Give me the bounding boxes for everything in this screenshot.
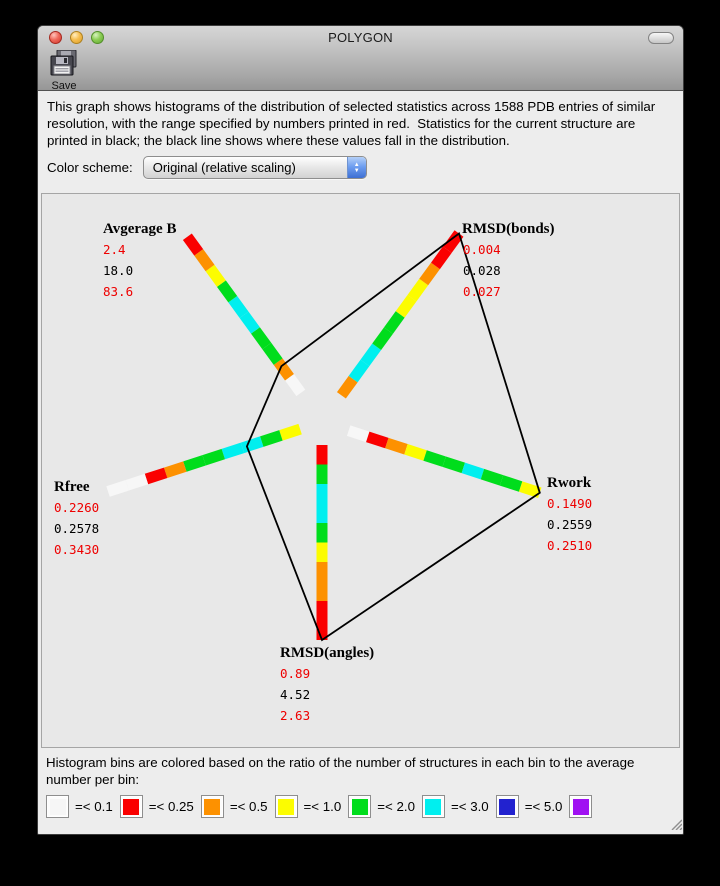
axis-rwork-high-value: 0.2510 bbox=[547, 538, 593, 553]
window-header bbox=[38, 26, 683, 91]
polygon-window bbox=[37, 25, 684, 835]
color-scheme-row bbox=[47, 156, 674, 179]
axis-rmsd-bonds-low-value: 0.004 bbox=[463, 242, 501, 257]
legend-bin bbox=[569, 795, 592, 818]
axis-rmsd-angles-low-value: 0.89 bbox=[280, 666, 311, 681]
axis-rmsd-bonds-high-value: 0.027 bbox=[463, 284, 501, 299]
description-text: This graph shows histograms of the distribution of selected statistics across 1588 PDB entries of similar resolution, with the range specified by numbers printed in red. Statistics for the current structure are printed in black; the black line shows where these values fall in the distribution. bbox=[47, 99, 659, 148]
legend-bin bbox=[496, 795, 563, 818]
legend-swatch-color bbox=[573, 799, 589, 815]
resize-grip-icon[interactable] bbox=[669, 817, 682, 835]
plot-labels bbox=[42, 194, 679, 747]
legend-swatch-6[interactable] bbox=[496, 795, 519, 818]
legend-bin bbox=[201, 795, 268, 818]
legend-bin-label: =< 0.25 bbox=[148, 799, 194, 814]
axis-label-avgerage-b: Avgerage B bbox=[103, 221, 177, 237]
legend-bin bbox=[46, 795, 113, 818]
legend-bin-label: =< 3.0 bbox=[450, 799, 489, 814]
polygon-plot bbox=[41, 193, 680, 748]
titlebar bbox=[38, 26, 683, 49]
legend-swatch-color bbox=[278, 799, 294, 815]
legend-swatch-4[interactable] bbox=[348, 795, 371, 818]
legend-swatch-color bbox=[499, 799, 515, 815]
legend-bin-label: =< 5.0 bbox=[524, 799, 563, 814]
legend-bin bbox=[348, 795, 415, 818]
description-panel bbox=[38, 91, 683, 193]
axis-rwork-current-value: 0.2559 bbox=[547, 517, 593, 532]
window-title: POLYGON bbox=[328, 30, 393, 45]
save-button-label: Save bbox=[51, 80, 77, 92]
legend-swatch-3[interactable] bbox=[275, 795, 298, 818]
legend-swatch-color bbox=[204, 799, 220, 815]
legend-text: Histogram bins are colored based on the ratio of the number of structures in each bin to the average number per bin: bbox=[46, 755, 635, 787]
legend-bin bbox=[275, 795, 342, 818]
legend-swatch-color bbox=[352, 799, 368, 815]
axis-avgerage-b-low-value: 2.4 bbox=[103, 242, 126, 257]
legend-swatch-1[interactable] bbox=[120, 795, 143, 818]
axis-avgerage-b-high-value: 83.6 bbox=[103, 284, 134, 299]
legend-swatch-color bbox=[123, 799, 139, 815]
axis-rmsd-bonds-current-value: 0.028 bbox=[463, 263, 501, 278]
axis-rmsd-angles-current-value: 4.52 bbox=[280, 687, 311, 702]
legend-swatch-2[interactable] bbox=[201, 795, 224, 818]
axis-rfree-current-value: 0.2578 bbox=[54, 521, 100, 536]
axis-label-rmsd-bonds: RMSD(bonds) bbox=[462, 221, 555, 237]
color-scheme-selected: Original (relative scaling) bbox=[152, 160, 296, 175]
toolbar bbox=[38, 49, 683, 91]
legend-bin-label: =< 0.1 bbox=[75, 799, 113, 814]
legend-panel bbox=[38, 748, 683, 835]
toolbar-toggle-button[interactable] bbox=[648, 32, 674, 44]
axis-rfree-high-value: 0.3430 bbox=[54, 542, 100, 557]
axis-rwork-low-value: 0.1490 bbox=[547, 496, 593, 511]
save-button[interactable] bbox=[46, 49, 82, 93]
color-scheme-dropdown[interactable] bbox=[143, 156, 367, 179]
axis-rmsd-angles-high-value: 2.63 bbox=[280, 708, 311, 723]
dropdown-arrows-icon: ▲ ▼ bbox=[347, 157, 366, 178]
legend-swatch-0[interactable] bbox=[46, 795, 69, 818]
axis-avgerage-b-current-value: 18.0 bbox=[103, 263, 134, 278]
save-icon bbox=[50, 50, 78, 79]
axis-label-rmsd-angles: RMSD(angles) bbox=[280, 645, 375, 661]
legend-swatch-color bbox=[425, 799, 441, 815]
legend-bin-label: =< 2.0 bbox=[377, 799, 415, 814]
legend-bin-label: =< 1.0 bbox=[303, 799, 342, 814]
legend-swatch-5[interactable] bbox=[422, 795, 445, 818]
legend-bin bbox=[120, 795, 194, 818]
axis-label-rfree: Rfree bbox=[54, 479, 90, 495]
legend-bin-label: =< 0.5 bbox=[229, 799, 268, 814]
legend-swatch-color bbox=[50, 799, 66, 815]
legend-swatch-7[interactable] bbox=[569, 795, 592, 818]
color-scheme-label: Color scheme: bbox=[47, 160, 133, 175]
axis-label-rwork: Rwork bbox=[547, 475, 592, 491]
legend-bin bbox=[422, 795, 489, 818]
legend-row bbox=[46, 795, 675, 818]
axis-rfree-low-value: 0.2260 bbox=[54, 500, 100, 515]
